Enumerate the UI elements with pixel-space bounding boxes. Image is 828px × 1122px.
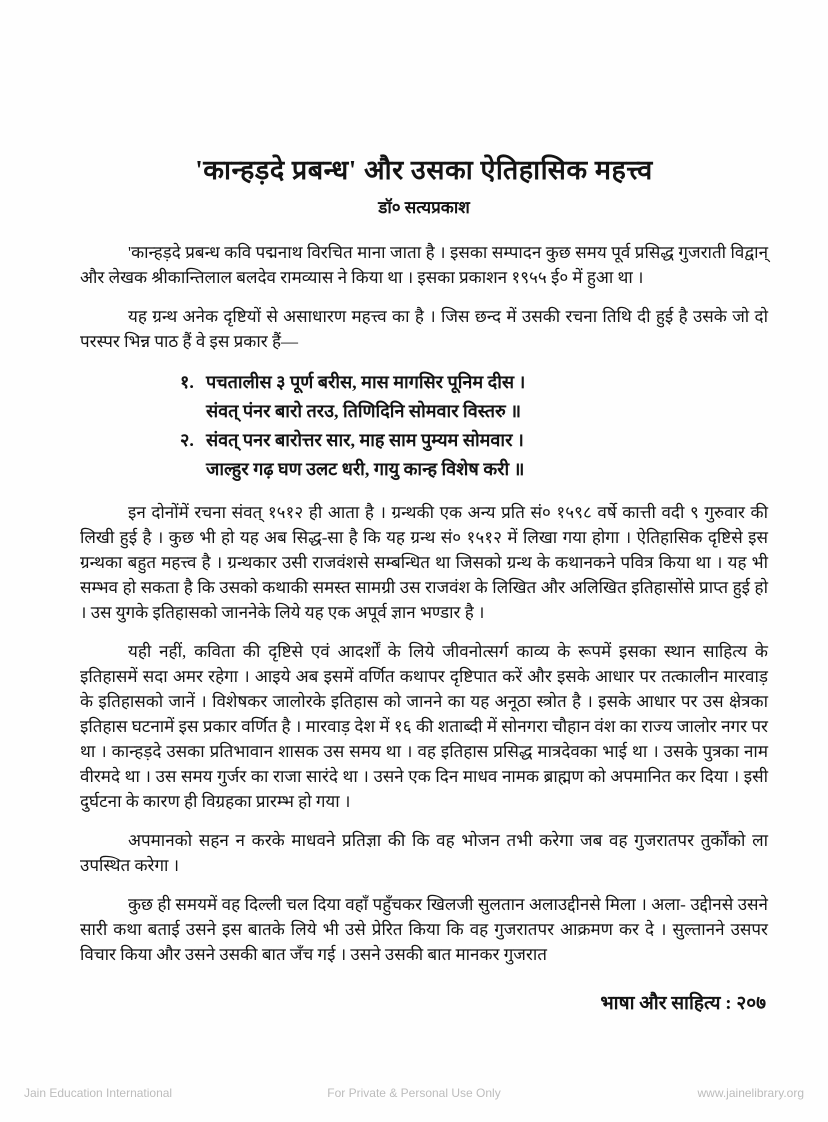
verse-1-text-2: संवत् पंनर बारो तरउ, तिणिदिनि सोमवार विस्तरु ॥: [206, 401, 522, 421]
verse-block: [180, 368, 768, 484]
journal-page-label: भाषा और साहित्य : २०७: [600, 993, 766, 1014]
scan-footer-right: www.jainelibrary.org: [697, 1086, 804, 1100]
paragraph-2: यह ग्रन्थ अनेक दृष्टियों से असाधारण महत्त्व का है । जिस छन्द में उसकी रचना तिथि दी हुई है उसके जो दो परस्पर भिन्न पाठ हैं वे इस प्रकार हैं—: [80, 307, 768, 351]
verse-1-number: १.: [180, 372, 194, 392]
paragraph-5: अपमानको सहन न करके माधवने प्रतिज्ञा की कि वह भोजन तभी करेगा जब वह गुजरातपर तुर्कोंको ला उपस्थित करेगा ।: [80, 831, 768, 875]
scan-footer-left: Jain Education International: [24, 1086, 173, 1100]
paragraph-1: 'कान्हड़दे प्रबन्ध कवि पद्मनाथ विरचित माना जाता है । इसका सम्पादन कुछ समय पूर्व प्रसिद्ध गुजराती विद्वान् और लेखक श्रीकान्तिलाल बलदेव रामव्यास ने किया था । इसका प्रकाशन १९५५ ई० में हुआ था ।: [80, 243, 768, 287]
verse-1-line-2: [180, 397, 768, 426]
verse-2-text-1: संवत् पनर बारोत्तर सार, माह साम पुम्यम सोमवार ।: [206, 430, 524, 450]
text-block: [80, 150, 768, 1015]
paragraph-3: इन दोनोंमें रचना संवत् १५१२ ही आता है । ग्रन्थकी एक अन्य प्रति सं० १५९८ वर्षे कात्ती वदी ९ गुरुवार की लिखी हुई है । कुछ भी हो यह अब सिद्ध-सा है कि यह ग्रन्थ सं० १५१२ में लिखा गया होगा । ऐतिहासिक दृष्टिसे इस ग्रन्थका बहुत महत्त्व है । ग्रन्थकार उसी राजवंशसे सम्बन्धित था जिसको ग्रन्थ के कथानकने पवित्र किया था । यह भी सम्भव हो सकता है कि उसको कथाकी समस्त सामग्री उस राजवंश के लिखित और अलिखित इतिहासोंसे प्राप्त हुई हो । उस युगके इतिहासको जाननेके लिये यह एक अपूर्व ज्ञान भण्डार है ।: [80, 503, 768, 622]
verse-2-number: २.: [180, 430, 194, 450]
verse-1-line-1: [180, 368, 768, 397]
verse-2-line-2: [180, 455, 768, 484]
paragraph-6: कुछ ही समयमें वह दिल्ली चल दिया वहाँ पहुँचकर खिलजी सुलतान अलाउद्दीनसे मिला । अला- उद्दीनसे उसने सारी कथा बताई उसने इस बातके लिये भी उसे प्रेरित किया कि वह गुजरातपर आक्रमण कर दे । सुल्तानने उसपर विचार किया और उसने उसकी बात जँच गई । उसने उसकी बात मानकर गुजरात: [80, 895, 768, 964]
scan-footer-bar: [0, 1086, 828, 1100]
paragraph-4: यही नहीं, कविता की दृष्टिसे एवं आदर्शों के लिये जीवनोत्सर्ग काव्य के रूपमें इसका स्थान साहित्य के इतिहासमें सदा अमर रहेगा । आइये अब इसमें वर्णित कथापर दृष्टिपात करें और इसके आधार पर तत्कालीन मारवाड़ के इतिहासको जानें । विशेषकर जालोरके इतिहास को जानने का यह अनूठा स्त्रोत है । इसके आधार पर उस क्षेत्रका इतिहास घटनामें इस प्रकार वर्णित है । मारवाड़ देश में १६ की शताब्दी में सोनगरा चौहान वंश का राज्य जालोर नगर पर था । कान्हड़दे उसका प्रतिभावान शासक उस समय था । वह इतिहास प्रसिद्ध मात्रदेवका भाई था । उसके पुत्रका नाम वीरमदे था । उस समय गुर्जर का राजा सारंदे था । उसने एक दिन माधव नामक ब्राह्मण को अपमानित कर दिया । इसी दुर्घटना के कारण ही विग्रहका प्रारम्भ हो गया ।: [80, 642, 768, 811]
author-name: डॉ० सत्यप्रकाश: [378, 198, 470, 217]
verse-1-text-1: पचतालीस ३ पूर्ण बरीस, मास मागसिर पूनिम दीस ।: [206, 372, 526, 392]
scan-footer-center: For Private & Personal Use Only: [327, 1086, 501, 1100]
verse-2-text-2: जाल्हुर गढ़ घण उलट धरी, गायु कान्ह विशेष करी ॥: [206, 459, 525, 479]
verse-2-line-1: [180, 426, 768, 455]
page-title: 'कान्हड़दे प्रबन्ध' और उसका ऐतिहासिक महत्त्व: [195, 155, 653, 185]
